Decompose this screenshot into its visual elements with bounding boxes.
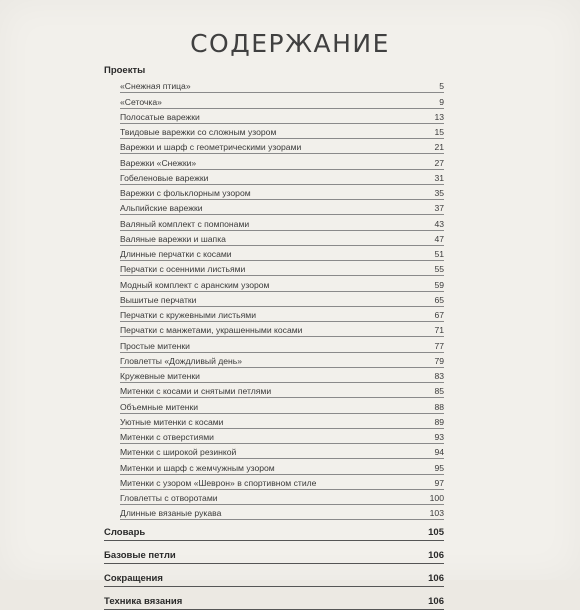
toc-entry-page: 13 [434,111,444,122]
major-sections-list [104,520,444,610]
toc-entry[interactable] [120,292,444,307]
toc-entry-title: Перчатки с кружевными листьями [120,310,257,320]
section-header-projects: Проекты [104,65,146,76]
toc-entry-page: 89 [434,416,444,427]
toc-entry-title: Гловлетты «Дождливый день» [120,355,243,366]
toc-entry[interactable] [120,231,444,246]
toc-entry[interactable] [120,353,444,368]
toc-entry[interactable] [120,505,444,520]
toc-entry-title: Гобеленовые варежки [120,172,209,183]
toc-entry[interactable] [120,93,444,108]
toc-major-section-page: 106 [428,573,444,585]
toc-entry-page: 95 [434,462,444,473]
toc-entry-page: 31 [434,172,444,183]
toc-entry-page: 5 [439,81,444,92]
toc-entry[interactable] [120,414,444,429]
toc-major-section[interactable] [104,587,444,610]
toc-entry-page: 35 [434,188,444,198]
toc-entry[interactable] [120,185,444,200]
toc-entry[interactable] [120,78,444,93]
toc-entry-title: Перчатки с осенними листьями [120,264,246,275]
toc-entry[interactable] [120,383,444,398]
toc-entry-page: 94 [434,447,444,458]
toc-entry[interactable] [120,475,444,490]
toc-entry-title: Митенки и шарф с жемчужным узором [120,462,275,473]
toc-entry-title: Валяные варежки и шапка [120,233,226,244]
toc-entry[interactable] [120,170,444,185]
toc-major-section-page: 105 [428,527,444,539]
toc-entry-page: 37 [434,203,444,214]
toc-entry[interactable] [120,490,444,505]
toc-entry-page: 47 [434,233,444,244]
toc-entry-page: 103 [429,508,444,519]
toc-entry[interactable] [120,154,444,169]
toc-entry[interactable] [120,398,444,413]
toc-entry-title: Уютные митенки с косами [120,416,224,427]
toc-entry-title: Митенки с узором «Шеврон» в спортивном стиле [120,477,317,488]
toc-entry[interactable] [120,246,444,261]
toc-entry-page: 27 [434,157,444,168]
toc-entry[interactable] [120,429,444,444]
toc-major-section-title: Техника вязания [104,596,183,608]
toc-entry-page: 71 [434,325,444,336]
toc-entry-page: 67 [434,310,444,320]
toc-entry-page: 93 [434,432,444,442]
toc-entry-page: 97 [434,477,444,488]
toc-entry-page: 79 [434,355,444,366]
toc-entry[interactable] [120,307,444,322]
toc-entry-page: 88 [434,401,444,412]
toc-entry[interactable] [120,337,444,352]
toc-entry-title: Гловлетты с отворотами [120,493,218,503]
toc-entry[interactable] [120,368,444,383]
toc-major-section-title: Сокращения [104,573,163,585]
toc-entry[interactable] [120,261,444,276]
toc-entry[interactable] [120,322,444,337]
toc-entry-title: Объемные митенки [120,401,199,412]
toc-major-section-title: Базовые петли [104,550,176,562]
toc-entry-title: Митенки с отверстиями [120,432,214,442]
page-title: СОДЕРЖАНИЕ [190,29,390,58]
table-of-contents [104,64,444,610]
toc-entry-title: Длинные перчатки с косами [120,249,232,259]
toc-major-section-page: 106 [428,550,444,562]
toc-entry-page: 100 [429,493,444,503]
toc-entry-title: Твидовые варежки со сложным узором [120,127,277,137]
toc-entry-page: 43 [434,218,444,229]
toc-entry-title: Вышитые перчатки [120,294,197,305]
toc-entry-title: Варежки и шарф с геометрическими узорами [120,142,302,153]
toc-entry-page: 59 [434,279,444,290]
toc-entry[interactable] [120,215,444,230]
toc-entry-page: 77 [434,340,444,351]
toc-major-section-page: 106 [428,596,444,608]
toc-entry-title: «Снежная птица» [120,81,191,92]
toc-entry-title: «Сеточка» [120,96,162,107]
toc-entry-title: Валяный комплект с помпонами [120,218,250,229]
toc-entry[interactable] [120,200,444,215]
toc-entry-page: 51 [434,249,444,259]
toc-entry-title: Варежки «Снежки» [120,157,197,168]
toc-entry-title: Альпийские варежки [120,203,203,214]
toc-entry-page: 55 [434,264,444,275]
toc-entry-page: 21 [434,142,444,153]
toc-entry[interactable] [120,459,444,474]
toc-major-section[interactable] [104,564,444,587]
toc-entry-title: Варежки с фольклорным узором [120,188,251,198]
toc-entry[interactable] [120,444,444,459]
toc-entry-page: 65 [434,294,444,305]
toc-entry-title: Длинные вязаные рукава [120,508,222,519]
toc-major-section[interactable] [104,541,444,564]
toc-entry-title: Митенки с косами и снятыми петлями [120,386,272,397]
toc-entry[interactable] [120,109,444,124]
toc-major-section-title: Словарь [104,527,146,539]
projects-list [104,78,444,520]
toc-entry-page: 85 [434,386,444,397]
toc-entry[interactable] [120,139,444,154]
toc-entry-title: Полосатые варежки [120,111,200,122]
toc-entry-title: Перчатки с манжетами, украшенными косами [120,325,303,336]
toc-entry-title: Модный комплект с аранским узором [120,279,270,290]
toc-entry[interactable] [120,276,444,291]
toc-entry[interactable] [120,124,444,139]
toc-major-section[interactable] [104,520,444,541]
toc-entry-title: Митенки с широкой резинкой [120,447,237,458]
toc-entry-title: Кружевные митенки [120,371,200,381]
toc-entry-page: 9 [439,96,444,107]
toc-entry-page: 83 [434,371,444,381]
toc-entry-title: Простые митенки [120,340,190,351]
toc-entry-page: 15 [434,127,444,137]
